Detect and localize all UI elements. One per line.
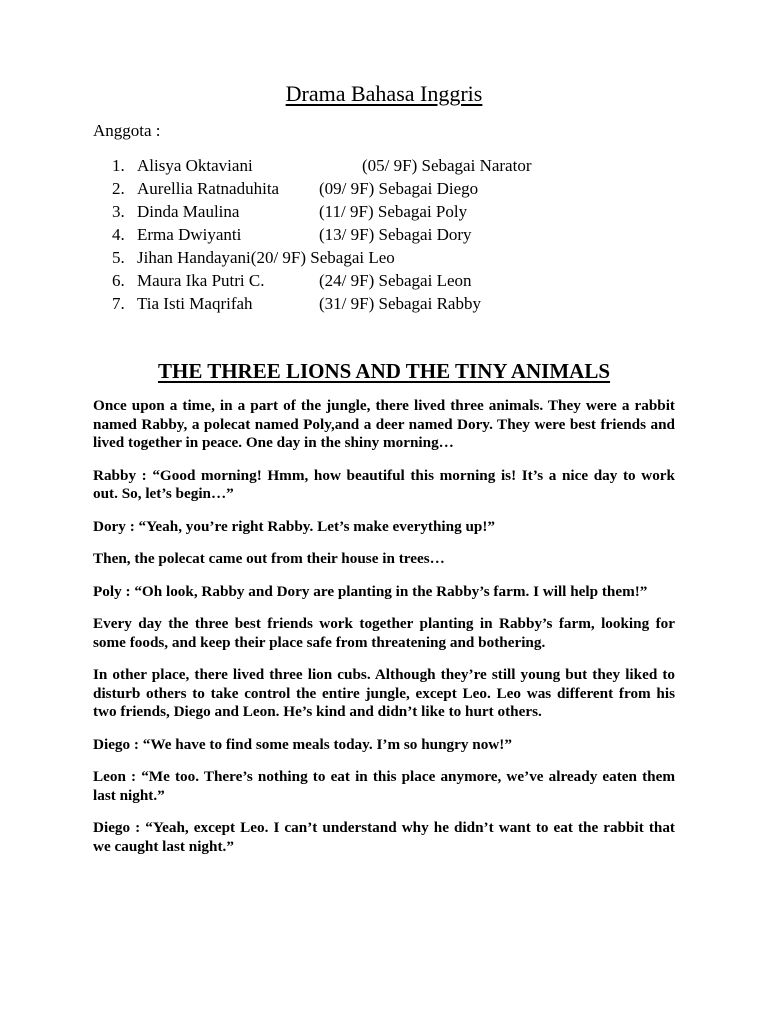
member-role: (20/ 9F) Sebagai Leo: [250, 248, 395, 267]
member-item: [112, 177, 479, 200]
member-item: [112, 154, 532, 177]
story-paragraph: In other place, there lived three lion cubs. Although they’re still young but they liked to disturb others to take control the entire jungle, except Leo. Leo was different from his two friends, Diego and Leon. He’s kind and didn’t like to hurt others.: [93, 666, 675, 720]
story-paragraph: Diego : “We have to find some meals today. I’m so hungry now!”: [93, 735, 512, 753]
document-title: Drama Bahasa Inggris: [285, 81, 483, 106]
story-paragraph: Diego : “Yeah, except Leo. I can’t understand why he didn’t want to eat the rabbit that we caught last night.”: [93, 819, 675, 855]
member-role: (09/ 9F) Sebagai Diego: [319, 179, 479, 198]
member-role: (31/ 9F) Sebagai Rabby: [319, 294, 481, 313]
story-body: [93, 397, 675, 870]
member-name: Maura Ika Putri C.: [137, 271, 265, 290]
member-name: Jihan Handayani: [137, 248, 251, 267]
members-list: [112, 154, 532, 315]
story-paragraph: Every day the three best friends work together planting in Rabby’s farm, looking for some foods, and keep their place safe from threatening and bothering.: [93, 615, 675, 651]
member-name: Alisya Oktaviani: [137, 156, 253, 175]
members-label: Anggota :: [93, 121, 161, 140]
member-number: 6.: [112, 271, 125, 290]
member-number: 1.: [112, 156, 125, 175]
member-name: Tia Isti Maqrifah: [137, 294, 253, 313]
story-paragraph: Dory : “Yeah, you’re right Rabby. Let’s make everything up!”: [93, 517, 496, 535]
story-paragraph: Leon : “Me too. There’s nothing to eat in this place anymore, we’ve already eaten them last night.”: [93, 768, 675, 804]
story-paragraph: Rabby : “Good morning! Hmm, how beautiful this morning is! It’s a nice day to work out. So, let’s begin…”: [93, 466, 675, 502]
member-item: [112, 246, 395, 269]
story-title: THE THREE LIONS AND THE TINY ANIMALS: [157, 359, 611, 383]
member-number: 5.: [112, 248, 125, 267]
member-role: (13/ 9F) Sebagai Dory: [319, 225, 472, 244]
member-role: (11/ 9F) Sebagai Poly: [319, 202, 468, 221]
member-number: 2.: [112, 179, 125, 198]
member-number: 7.: [112, 294, 125, 313]
member-role: (24/ 9F) Sebagai Leon: [319, 271, 472, 290]
story-paragraph: Poly : “Oh look, Rabby and Dory are planting in the Rabby’s farm. I will help them!”: [93, 582, 648, 600]
member-name: Dinda Maulina: [137, 202, 240, 221]
member-item: [112, 200, 468, 223]
member-name: Erma Dwiyanti: [137, 225, 242, 244]
story-paragraph: Then, the polecat came out from their house in trees…: [93, 550, 445, 567]
member-role: (05/ 9F) Sebagai Narator: [362, 156, 532, 175]
story-paragraph: Once upon a time, in a part of the jungle, there lived three animals. They were a rabbit named Rabby, a polecat named Poly,and a deer named Dory. They were best friends and lived together in peace. One day in the shiny morning…: [93, 397, 675, 451]
member-item: [112, 292, 481, 315]
member-number: 4.: [112, 225, 125, 244]
member-number: 3.: [112, 202, 125, 221]
member-item: [112, 269, 472, 292]
member-name: Aurellia Ratnaduhita: [137, 179, 280, 198]
member-item: [112, 223, 472, 246]
